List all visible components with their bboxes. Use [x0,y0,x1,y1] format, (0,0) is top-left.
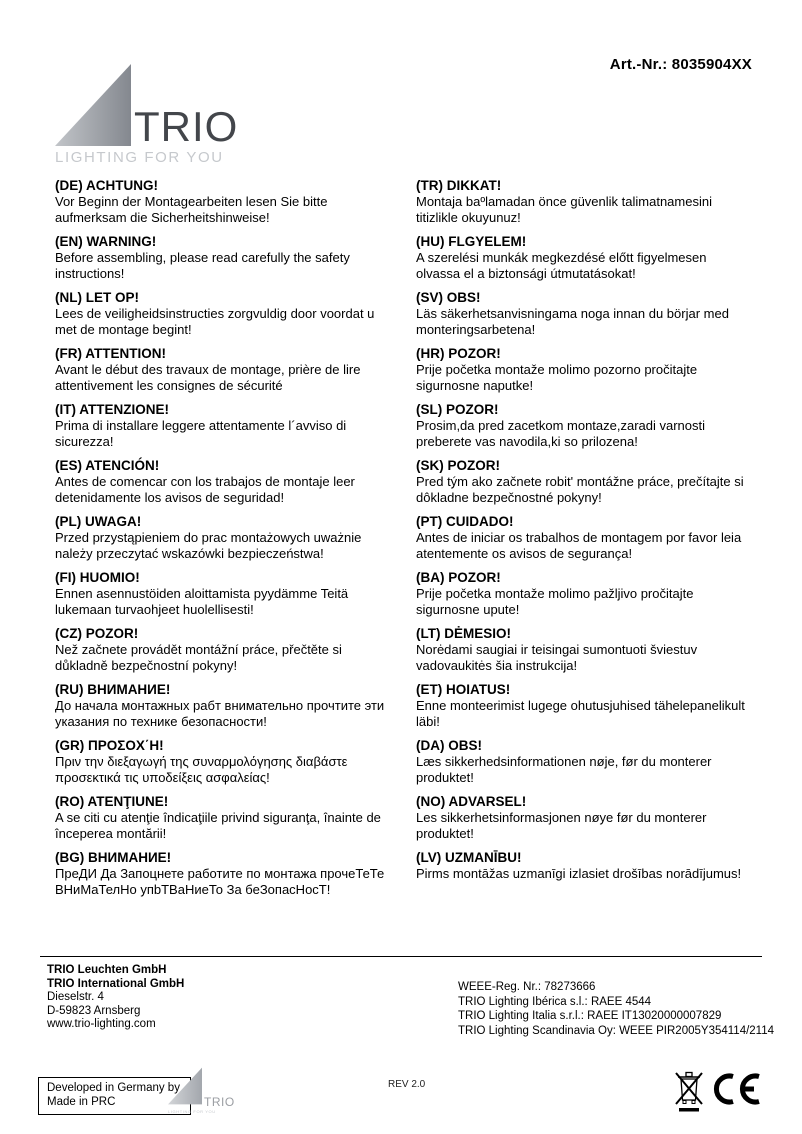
warning-block [416,233,753,282]
warning-body: До начала монтажных рабт внимательно прочтите эти указания по технике безопасности! [55,698,385,729]
warnings-left-column [55,177,392,905]
warning-block [55,737,392,786]
warning-body: A szerelési munkák megkezdésé előtt figyelmesen olvassa el a biztonsági útmutatásokat! [416,250,707,281]
warning-block [55,625,392,674]
warning-body: Przed przystąpieniem do prac montażowych uważnie należy przeczytać wskazówki bezpieczeństwa! [55,530,362,561]
warning-title: (IT) ATTENZIONE! [55,402,169,417]
warning-body: Læs sikkerhedsinformationen nøje, før du monterer produktet! [416,754,712,785]
company-line: Dieselstr. 4 [47,991,104,1003]
trio-triangle-icon [55,64,131,146]
warning-block [416,569,753,618]
warning-title: (ET) HOIATUS! [416,682,511,697]
warning-body: Montaja baºlamadan önce güvenlik talimatnamesini titizlikle okuyunuz! [416,194,712,225]
warning-title: (RU) ВНИМАНИЕ! [55,682,171,697]
warning-title: (EN) WARNING! [55,234,157,249]
warning-title: (PL) UWAGA! [55,514,142,529]
trio-triangle-icon [168,1064,202,1108]
warning-title: (SK) POZOR! [416,458,500,473]
registration-line: TRIO Lighting Scandinavia Oy: WEEE PIR2005Y354114/2114 [458,1024,775,1037]
warning-block [55,401,392,450]
warning-body: Before assembling, please read carefully the safety instructions! [55,250,350,281]
warning-block [55,849,392,898]
warnings-right-column [416,177,753,905]
warning-body: Prima di installare leggere attentamente l´avviso di sicurezza! [55,418,347,449]
warning-body: ПреДИ Да Запоцнете работите по монтажа прочеТеТе ВНиМаТелНо упbТВаНиеТо За беЗопасНосТ! [55,866,385,897]
warning-title: (SL) POZOR! [416,402,499,417]
warning-title: (HU) FLGYELEM! [416,234,527,249]
warning-block [416,289,753,338]
warnings-section [55,177,753,905]
warning-block [55,345,392,394]
trio-mini-logo [168,1064,258,1114]
warning-block [55,681,392,730]
warning-body: A se citi cu atenţie îndicaţiile privind siguranţa, înainte de începerea montării! [55,810,381,841]
warning-body: Les sikkerhetsinformasjonen nøye før du monterer produktet! [416,810,707,841]
warning-title: (LT) DĖMESIO! [416,626,511,641]
trio-logo-text: TRIO [204,1095,235,1110]
warning-block [416,513,753,562]
warning-body: Než začnete provádět montážní práce, přečtěte si důkladně bezpečnostní pokyny! [55,642,342,673]
warning-body: Prije početka montaže molimo pažljivo pročitajte sigurnosne upute! [416,586,694,617]
trio-logo-text: TRIO [134,103,239,151]
warning-block [55,457,392,506]
warning-block [416,401,753,450]
warning-title: (SV) OBS! [416,290,481,305]
warning-title: (CZ) POZOR! [55,626,139,641]
warning-block [416,737,753,786]
warning-body: Antes de comencar con los trabajos de montaje leer detenidamente los avisos de seguridad! [55,474,355,505]
footer-divider [40,956,762,957]
warning-title: (ES) ATENCIÓN! [55,458,160,473]
origin-line: Made in PRC [47,1096,116,1108]
warning-block [55,177,392,226]
warning-body: Antes de iniciar os trabalhos de montagem por favor leia atentemente os avisos de segurança! [416,530,742,561]
registration-line: WEEE-Reg. Nr.: 78273666 [458,981,596,993]
warning-block [55,233,392,282]
warning-title: (PT) CUIDADO! [416,514,514,529]
warning-body: Vor Beginn der Montagearbeiten lesen Sie bitte aufmerksam die Sicherheitshinweise! [55,194,328,225]
warning-block [416,457,753,506]
company-website: www.trio-lighting.com [47,1018,156,1030]
warning-title: (NO) ADVARSEL! [416,794,527,809]
warning-title: (GR) ΠΡΟΣΟΧ΄Η! [55,738,164,753]
company-address-block [47,964,184,1032]
warning-body: Pirms montāžas uzmanīgi izlasiet drošības norādījumus! [416,866,742,881]
weee-registrations-block [458,980,774,1038]
warning-body: Läs säkerhetsanvisningama noga innan du börjar med monteringsarbetena! [416,306,729,337]
revision-label: REV 2.0 [388,1079,426,1090]
warning-title: (NL) LET OP! [55,290,139,305]
warning-block [416,345,753,394]
warning-title: (TR) DIKKAT! [416,178,502,193]
warning-block [55,289,392,338]
warning-title: (FR) ATTENTION! [55,346,166,361]
warning-title: (BA) POZOR! [416,570,501,585]
warning-block [55,513,392,562]
warning-body: Norėdami saugiai ir teisingai sumontuoti šviestuv vadovaukitės šia instrukcija! [416,642,698,673]
warning-block [55,793,392,842]
ce-mark-icon [712,1072,764,1106]
warning-block [416,793,753,842]
registration-line: TRIO Lighting Italia s.r.l.: RAEE IT13020000007829 [458,1010,722,1022]
warning-body: Pred tým ako začnete robit' montážne práce, prečítajte si dôkladne bezpečnostné pokyny! [416,474,744,505]
warning-body: Ennen asennustöiden aloittamista pyydämme Teitä lukemaan turvaohjeet huolellisesti! [55,586,349,617]
warning-title: (FI) HUOMIO! [55,570,140,585]
warning-title: (BG) ВНИМАНИЕ! [55,850,172,865]
origin-line: Developed in Germany by [47,1082,180,1094]
warning-body: Avant le début des travaux de montage, prière de lire attentivement les consignes de sécurité [55,362,361,393]
warning-title: (RO) ATENŢIUNE! [55,794,169,809]
trio-logo [55,64,285,166]
trio-logo-tagline: LIGHTING FOR YOU [55,149,224,166]
warning-title: (DA) OBS! [416,738,482,753]
warning-body: Πριν την διεξαγωγή της συναρμολόγησης διαβάστε προσεκτικά τις υποδείξεις ασφαλείας! [55,754,348,785]
warning-title: (LV) UZMANĪBU! [416,850,522,865]
weee-crossed-bin-icon [674,1070,704,1114]
warning-block [416,681,753,730]
article-number: Art.-Nr.: 8035904XX [609,56,752,73]
warning-title: (DE) ACHTUNG! [55,178,158,193]
warning-block [416,849,753,882]
warning-body: Prosim,da pred zacetkom montaze,zaradi varnosti preberete vas navodila,ki so prilozena! [416,418,706,449]
company-line: D-59823 Arnsberg [47,1004,141,1017]
company-line: TRIO International GmbH [47,977,185,990]
trio-logo-tagline: LIGHTING FOR YOU [168,1109,216,1114]
warning-title: (HR) POZOR! [416,346,501,361]
warning-body: Lees de veiligheidsinstructies zorgvuldig door voordat u met de montage begint! [55,306,375,337]
warning-block [416,177,753,226]
warning-body: Prije početka montaže molimo pozorno pročitajte sigurnosne naputke! [416,362,698,393]
registration-line: TRIO Lighting Ibérica s.l.: RAEE 4544 [458,995,652,1008]
warning-block [416,625,753,674]
warning-body: Enne monteerimist lugege ohutusjuhised tähelepanelikult läbi! [416,698,745,729]
company-line: TRIO Leuchten GmbH [47,964,167,976]
warning-block [55,569,392,618]
